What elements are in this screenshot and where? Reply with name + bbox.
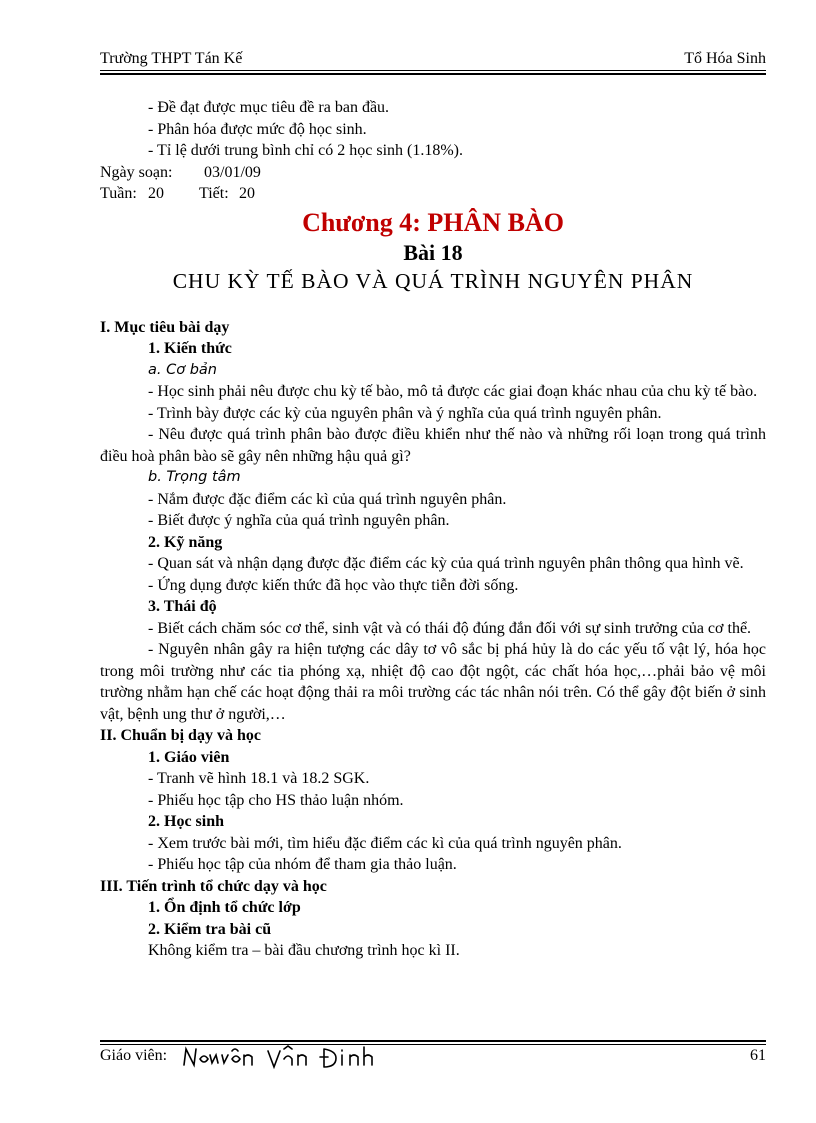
- review-text: Không kiểm tra – bài đầu chương trình học kì II.: [148, 942, 460, 959]
- attitude-item: - Nguyên nhân gây ra hiện tượng các dây tơ vô sắc bị phá hủy là do các yếu tố vật lý, hóa học trong môi trường như các tia phóng xạ, nhiệt độ cao đột ngột, các chất hóa học,…phải bảo vệ môi trường nhằm hạn chế các hoạt động thải ra môi trường các tác nhân nói trên. Có thể gây đột biến ở sinh vật, bệnh ung thư ở người,…: [100, 641, 766, 723]
- intro-item: - Đề đạt được mục tiêu đề ra ban đầu.: [148, 99, 390, 116]
- skill-item: - Ứng dụng được kiến thức đã học vào thực tiễn đời sống.: [148, 576, 519, 594]
- focus-item: - Nắm được đặc điểm các kì của quá trình nguyên phân.: [148, 490, 507, 508]
- subsection-heading: 1. Giáo viên: [148, 748, 230, 766]
- date-value: 03/01/09: [204, 163, 261, 181]
- objective-item: - Nêu được quá trình phân bào được điều khiển như thế nào và những rối loạn trong quá trình điều hoà phân bào sẽ gây nên những hậu quả gì?: [100, 426, 766, 465]
- week-value: 20: [148, 185, 164, 202]
- chapter-title: Chương 4: PHÂN BÀO: [302, 207, 564, 237]
- subsection-heading: 1. Ổn định tổ chức lớp: [148, 899, 301, 916]
- section-heading: II. Chuẩn bị dạy và học: [100, 727, 261, 744]
- prep-item: - Tranh vẽ hình 18.1 và 18.2 SGK.: [148, 770, 370, 787]
- week-label: Tuần:: [100, 185, 137, 202]
- basic-label: a. Cơ bản: [148, 361, 217, 378]
- skill-item: - Quan sát và nhận dạng được đặc điểm các kỳ của quá trình nguyên phân thông qua hình vẽ.: [148, 555, 744, 572]
- date-label: Ngày soạn:: [100, 163, 173, 181]
- subsection-heading: 2. Kiểm tra bài cũ: [148, 920, 272, 938]
- lesson-number: Bài 18: [403, 239, 463, 265]
- teacher-label: Giáo viên:: [100, 1047, 168, 1064]
- subsection-heading: 2. Học sinh: [148, 813, 225, 830]
- teacher-signature: [180, 1043, 420, 1073]
- date-row: [100, 162, 766, 184]
- subsection-heading: 2. Kỹ năng: [148, 533, 223, 551]
- objective-item: - Học sinh phải nêu được chu kỳ tế bào, mô tả được các giai đoạn khác nhau của chu kỳ tế bào.: [148, 383, 758, 400]
- page-header: [100, 50, 766, 70]
- prep-item: - Phiếu học tập của nhóm để tham gia thảo luận.: [148, 856, 457, 873]
- intro-item: - Tỉ lệ dưới trung bình chỉ có 2 học sinh (1.18%).: [148, 142, 464, 159]
- objective-item: - Trình bày được các kỳ của nguyên phân và ý nghĩa của quá trình nguyên phân.: [148, 404, 662, 422]
- header-rule: [100, 70, 766, 71]
- prep-item: - Xem trước bài mới, tìm hiểu đặc điểm các kì của quá trình nguyên phân.: [148, 834, 622, 852]
- intro-item: - Phân hóa được mức độ học sinh.: [148, 120, 367, 138]
- period-value: 20: [239, 185, 255, 202]
- prep-item: - Phiếu học tập cho HS thảo luận nhóm.: [148, 791, 404, 809]
- period-label: Tiết:: [199, 185, 229, 202]
- header-rule-thick: [100, 73, 766, 75]
- week-row: [100, 183, 766, 205]
- school-name: Trường THPT Tán Kế: [100, 50, 243, 67]
- subsection-heading: 1. Kiến thức: [148, 340, 232, 357]
- footer-rule-thick: [100, 1040, 766, 1042]
- page-footer: [100, 1047, 766, 1071]
- section-heading: I. Mục tiêu bài dạy: [100, 318, 230, 336]
- focus-label: b. Trọng tâm: [148, 469, 241, 485]
- department-name: Tổ Hóa Sinh: [684, 50, 766, 67]
- section-heading: III. Tiến trình tổ chức dạy và học: [100, 877, 327, 895]
- page-content: [100, 97, 766, 962]
- focus-item: - Biết được ý nghĩa của quá trình nguyên phân.: [148, 512, 450, 529]
- page-number: 61: [750, 1047, 766, 1064]
- subsection-heading: 3. Thái độ: [148, 598, 217, 615]
- lesson-title: CHU KỲ TẾ BÀO VÀ QUÁ TRÌNH NGUYÊN PHÂN: [172, 268, 694, 293]
- attitude-item: - Biết cách chăm sóc cơ thể, sinh vật và có thái độ đúng đắn đối với sự sinh trưởng của cơ thể.: [148, 619, 752, 637]
